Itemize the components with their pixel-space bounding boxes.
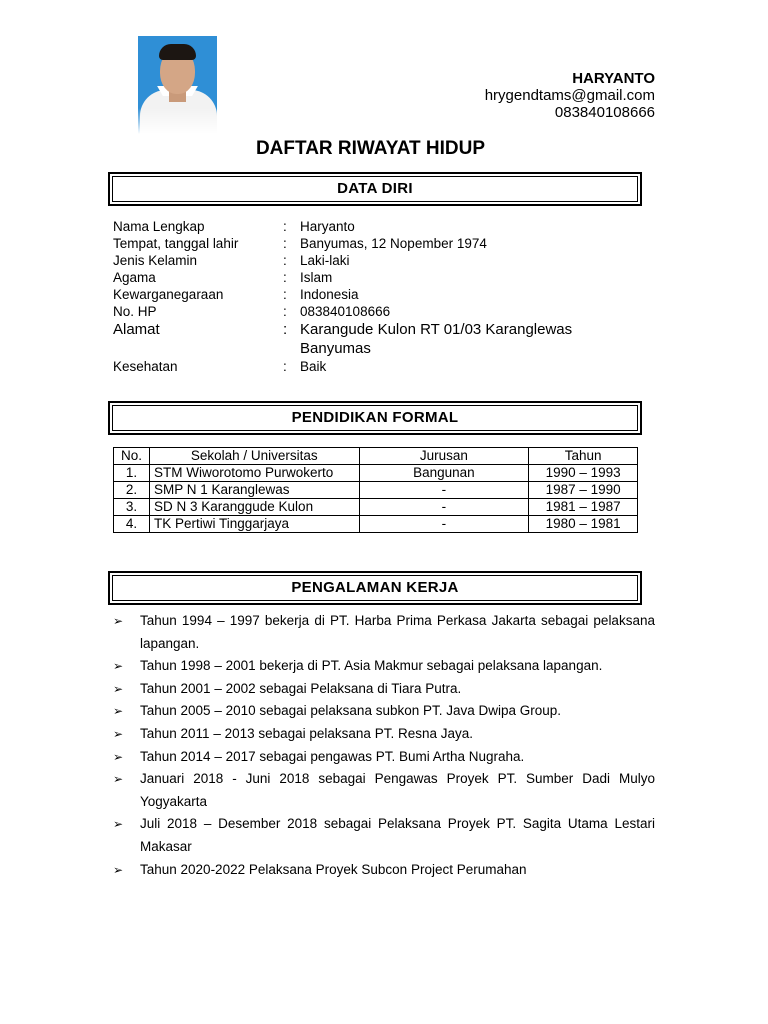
section-header-education <box>108 401 642 435</box>
list-item <box>113 746 655 769</box>
list-item <box>113 655 655 678</box>
experience-text: Juli 2018 – Desember 2018 sebagai Pelaksana Proyek PT. Sagita Utama Lestari Makasar <box>140 816 655 854</box>
table-cell: 1. <box>114 465 150 482</box>
table-cell: - <box>359 516 529 533</box>
arrow-bullet-icon: ➢ <box>113 726 124 741</box>
section-title-personal: DATA DIRI <box>112 176 638 202</box>
section-header-personal <box>108 172 642 206</box>
table-cell: STM Wiworotomo Purwokerto <box>149 465 359 482</box>
email-text: hrygendtams@gmail.com <box>484 87 655 104</box>
experience-text: Tahun 2005 – 2010 sebagai pelaksana subkon PT. Java Dwipa Group. <box>140 703 562 719</box>
list-item <box>113 610 655 655</box>
table-header-row <box>114 448 638 465</box>
info-label: No. HP <box>113 304 157 319</box>
table-cell: SD N 3 Karanggude Kulon <box>149 499 359 516</box>
experience-text: Tahun 1994 – 1997 bekerja di PT. Harba Prima Perkasa Jakarta sebagai pelaksana lapangan. <box>140 613 655 651</box>
table-cell: 2. <box>114 482 150 499</box>
info-value: Haryanto <box>300 219 355 234</box>
table-cell: 1990 – 1993 <box>529 465 638 482</box>
experience-text: Tahun 2020-2022 Pelaksana Proyek Subcon Project Perumahan <box>140 861 527 877</box>
table-row <box>114 516 638 533</box>
arrow-bullet-icon: ➢ <box>113 659 124 674</box>
info-value: Banyumas, 12 Nopember 1974 <box>300 236 487 251</box>
experience-list <box>113 610 655 881</box>
column-header: No. <box>114 448 150 465</box>
experience-text: Tahun 2014 – 2017 sebagai pengawas PT. Bumi Artha Nugraha. <box>140 748 525 764</box>
table-cell: 4. <box>114 516 150 533</box>
table-cell: - <box>359 482 529 499</box>
education-table <box>113 447 638 533</box>
profile-photo <box>138 36 217 134</box>
list-item <box>113 678 655 701</box>
list-item <box>113 700 655 723</box>
info-value: Karangude Kulon RT 01/03 Karanglewas <box>300 321 573 338</box>
table-cell: - <box>359 499 529 516</box>
info-colon: : <box>283 253 287 268</box>
arrow-bullet-icon: ➢ <box>113 749 124 764</box>
table-row <box>114 499 638 516</box>
info-value: Indonesia <box>300 287 359 302</box>
table-row <box>114 482 638 499</box>
info-label: Kewarganegaraan <box>113 287 224 302</box>
phone-text: 083840108666 <box>554 104 655 121</box>
info-value: Baik <box>300 359 327 374</box>
info-colon: : <box>283 359 287 374</box>
column-header: Sekolah / Universitas <box>149 448 359 465</box>
arrow-bullet-icon: ➢ <box>113 614 124 628</box>
applicant-name: HARYANTO <box>572 70 655 87</box>
info-label: Jenis Kelamin <box>113 253 198 268</box>
info-colon: : <box>283 304 287 319</box>
table-cell: 1981 – 1987 <box>529 499 638 516</box>
section-title-education: PENDIDIKAN FORMAL <box>112 405 638 431</box>
info-colon: : <box>283 321 288 338</box>
table-row <box>114 465 638 482</box>
info-label: Nama Lengkap <box>113 219 205 234</box>
info-label: Kesehatan <box>113 359 178 374</box>
info-label: Agama <box>113 270 156 285</box>
experience-text: Tahun 2001 – 2002 sebagai Pelaksana di Tiara Putra. <box>140 680 462 696</box>
section-header-experience <box>108 571 642 605</box>
list-item <box>113 723 655 746</box>
experience-text: Januari 2018 - Juni 2018 sebagai Pengawas Proyek PT. Sumber Dadi Mulyo Yogyakarta <box>140 771 655 809</box>
list-item <box>113 859 655 882</box>
table-cell: Bangunan <box>359 465 529 482</box>
table-cell: SMP N 1 Karanglewas <box>149 482 359 499</box>
info-colon: : <box>283 287 287 302</box>
list-item <box>113 813 655 858</box>
column-header: Tahun <box>529 448 638 465</box>
experience-text: Tahun 2011 – 2013 sebagai pelaksana PT. Resna Jaya. <box>140 725 473 741</box>
contact-block <box>485 70 655 121</box>
experience-text: Tahun 1998 – 2001 bekerja di PT. Asia Makmur sebagai pelaksana lapangan. <box>140 658 603 674</box>
arrow-bullet-icon: ➢ <box>113 862 124 877</box>
list-item <box>113 768 655 813</box>
table-cell: 1987 – 1990 <box>529 482 638 499</box>
arrow-bullet-icon: ➢ <box>113 817 124 832</box>
table-cell: 3. <box>114 499 150 516</box>
table-cell: 1980 – 1981 <box>529 516 638 533</box>
info-colon: : <box>283 219 287 234</box>
info-colon: : <box>283 270 287 285</box>
arrow-bullet-icon: ➢ <box>113 704 124 719</box>
info-value: Islam <box>300 270 333 285</box>
arrow-bullet-icon: ➢ <box>113 681 124 696</box>
section-title-experience: PENGALAMAN KERJA <box>112 575 638 601</box>
table-cell: TK Pertiwi Tinggarjaya <box>149 516 359 533</box>
info-value: Laki-laki <box>300 253 350 268</box>
info-label: Alamat <box>113 321 160 338</box>
column-header: Jurusan <box>359 448 529 465</box>
page-title: DAFTAR RIWAYAT HIDUP <box>255 138 486 159</box>
info-colon: : <box>283 236 287 251</box>
info-label: Tempat, tanggal lahir <box>113 236 239 251</box>
arrow-bullet-icon: ➢ <box>113 772 124 787</box>
info-value-continued: Banyumas <box>300 340 371 357</box>
info-value: 083840108666 <box>300 304 391 319</box>
